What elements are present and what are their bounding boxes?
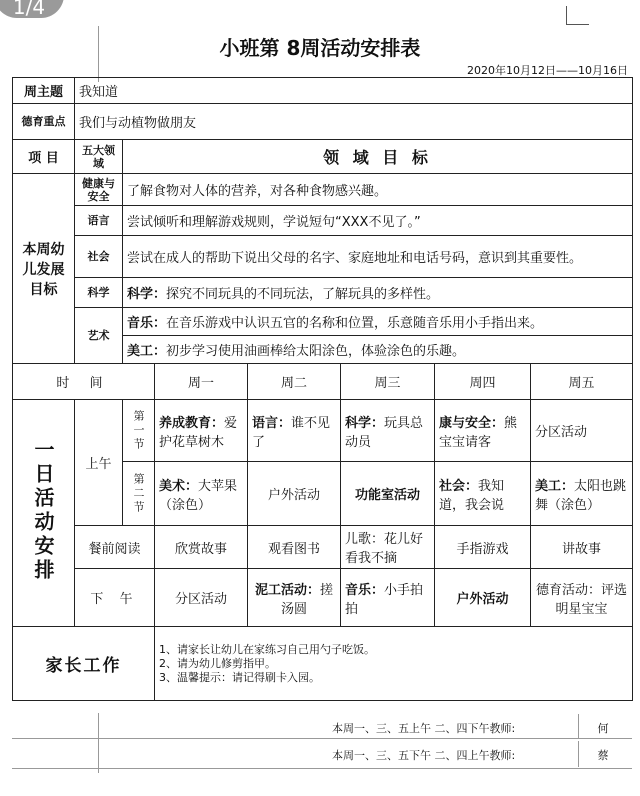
activity-cell: 户外活动 <box>435 569 531 627</box>
period-one-label: 第一节 <box>123 400 155 462</box>
parent-work-label: 家长工作 <box>13 627 155 701</box>
teacher-schedule-text: 本周一、三、五上午 二、四下午教师: <box>332 722 516 735</box>
parent-note: 3、温馨提示：请记得刷卡入园。 <box>159 670 320 684</box>
day-header: 周四 <box>435 364 531 400</box>
footer-divider <box>12 738 632 739</box>
moral-focus-label: 德育重点 <box>13 104 75 140</box>
goal-language: 尝试倾听和理解游戏规则，学说短句“XXX不见了。” <box>123 206 633 236</box>
theme-value: 我知道 <box>75 78 633 104</box>
activity-cell: 美术：大苹果（涂色） <box>155 462 248 526</box>
time-header: 时 间 <box>13 364 155 400</box>
activity-cell: 功能室活动 <box>341 462 435 526</box>
goals-header: 领 域 目 标 <box>123 140 633 174</box>
schedule-table <box>12 77 633 701</box>
signature-divider <box>578 741 579 767</box>
corner-mark <box>566 6 589 25</box>
reading-cell: 观看图书 <box>248 526 341 569</box>
activity-cell: 音乐：小手拍拍 <box>341 569 435 627</box>
period-two-label: 第二节 <box>123 462 155 526</box>
activity-cell: 分区活动 <box>531 400 633 462</box>
goal-domain-language: 语言 <box>75 206 123 236</box>
goal-domain-social: 社会 <box>75 236 123 278</box>
reading-cell: 讲故事 <box>531 526 633 569</box>
moral-focus-value: 我们与动植物做朋友 <box>75 104 633 140</box>
goal-craft: 美工：初步学习使用油画棒给太阳涂色，体验涂色的乐趣。 <box>123 336 633 364</box>
day-header: 周一 <box>155 364 248 400</box>
reading-label: 餐前阅读 <box>75 526 155 569</box>
parent-work-notes <box>155 627 633 701</box>
day-header: 周三 <box>341 364 435 400</box>
activity-cell: 分区活动 <box>155 569 248 627</box>
goal-music: 音乐：在音乐游戏中认识五官的名称和位置，乐意随音乐用小手指出来。 <box>123 308 633 336</box>
goal-health: 了解食物对人体的营养，对各种食物感兴趣。 <box>123 174 633 206</box>
goal-science: 科学：探究不同玩具的不同玩法，了解玩具的多样性。 <box>123 278 633 308</box>
activity-cell: 美工：太阳也跳舞（涂色） <box>531 462 633 526</box>
day-header: 周二 <box>248 364 341 400</box>
reading-cell: 手指游戏 <box>435 526 531 569</box>
weekly-goals-label: 本周幼儿发展目标 <box>13 174 75 364</box>
reading-cell: 欣赏故事 <box>155 526 248 569</box>
reading-cell: 儿歌：花儿好看我不摘 <box>341 526 435 569</box>
activity-cell: 社会：我知道，我会说 <box>435 462 531 526</box>
theme-label: 周主题 <box>13 78 75 104</box>
teacher-name: 何 <box>597 722 609 735</box>
goal-domain-health: 健康与安全 <box>75 174 123 206</box>
morning-label: 上午 <box>75 400 123 526</box>
activity-cell: 泥工活动：搓汤圆 <box>248 569 341 627</box>
goal-social: 尝试在成人的帮助下说出父母的名字、家庭地址和电话号码，意识到其重要性。 <box>123 236 633 278</box>
footer-margin-line <box>98 713 99 773</box>
daily-activities-label: 一日活动安排 <box>13 400 75 627</box>
domains-header: 五大领域 <box>75 140 123 174</box>
page-indicator-badge: 1/4 <box>0 0 64 18</box>
activity-cell: 语言：谁不见了 <box>248 400 341 462</box>
afternoon-label: 下 午 <box>75 569 155 627</box>
goal-domain-science: 科学 <box>75 278 123 308</box>
activity-cell: 科学：玩具总动员 <box>341 400 435 462</box>
teacher-name: 蔡 <box>597 749 609 762</box>
parent-note: 1、请家长让幼儿在家练习自己用勺子吃饭。 <box>159 642 375 656</box>
page-title: 小班第 8周活动安排表 <box>219 36 421 60</box>
day-header: 周五 <box>531 364 633 400</box>
activity-cell: 户外活动 <box>248 462 341 526</box>
parent-note: 2、请为幼儿修剪指甲。 <box>159 656 276 670</box>
item-header: 项 目 <box>13 140 75 174</box>
activity-cell: 德育活动：评选明星宝宝 <box>531 569 633 627</box>
date-range: 2020年10月12日——10月16日 <box>467 64 628 77</box>
footer-divider <box>12 768 632 769</box>
activity-cell: 康与安全：熊宝宝请客 <box>435 400 531 462</box>
signature-divider <box>578 714 579 738</box>
goal-domain-art: 艺术 <box>75 308 123 364</box>
teacher-schedule-text: 本周一、三、五下午 二、四上午教师: <box>332 749 516 762</box>
activity-cell: 养成教育：爱护花草树木 <box>155 400 248 462</box>
